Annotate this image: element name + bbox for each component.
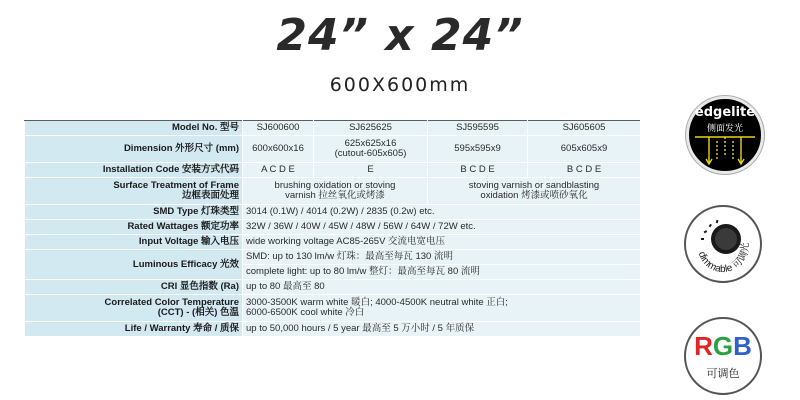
table-row: [25, 235, 641, 250]
life-value: up to 50,000 hours / 5 year 最高至 5 万小时 / 5 年质保: [243, 322, 641, 337]
life-label: Life / Warranty 寿命 / 质保: [25, 322, 243, 337]
cri-value: up to 80 最高至 80: [243, 280, 641, 295]
dimmable-text: dimmable: [695, 250, 735, 276]
dimension-cell: 605x605x9: [528, 136, 641, 163]
model-label: Model No. 型号: [25, 121, 243, 136]
luminous-value: complete light: up to 80 lm/w 整灯：最高至每瓦 80 流明: [243, 265, 641, 280]
surface-line: oxidation 烤漆或喷砂氧化: [480, 190, 588, 201]
watt-label: Rated Wattages 额定功率: [25, 220, 243, 235]
install-cell: A C D E: [243, 163, 314, 178]
rgb-caption: 可调色: [706, 368, 740, 380]
dimension-line: 625x625x16: [344, 138, 397, 149]
surface-cell: [428, 178, 641, 205]
page-subtitle: 600X600mm: [329, 74, 471, 96]
surface-line: stoving varnish or sandblasting: [468, 180, 600, 191]
table-row: [25, 205, 641, 220]
voltage-label: Input Voltage 输入电压: [25, 235, 243, 250]
table-row: [25, 178, 641, 205]
table-row: [25, 136, 641, 163]
cct-label-line: Correlated Color Temperature: [104, 297, 239, 308]
cct-value: [243, 295, 641, 322]
install-cell: B C D E: [428, 163, 528, 178]
model-cell: SJ625625: [314, 121, 428, 136]
cct-value-line: 3000-3500K warm white 暖白; 4000-4500K neutral white 正白;: [246, 297, 508, 308]
luminous-label: Luminous Efficacy 光效: [25, 250, 243, 280]
model-cell: SJ605605: [528, 121, 641, 136]
install-cell: E: [314, 163, 428, 178]
dimension-cell: 595x595x9: [428, 136, 528, 163]
rgb-g-letter: G: [712, 331, 734, 361]
edgelite-title: edgelite: [694, 105, 756, 120]
table-row: [25, 280, 641, 295]
edgelite-badge: [686, 96, 764, 174]
table-row: [25, 220, 641, 235]
watt-value: 32W / 36W / 40W / 45W / 48W / 56W / 64W / 72W etc.: [243, 220, 641, 235]
surface-label-line: Surface Treatment of Frame: [113, 180, 239, 191]
dimmable-badge: [684, 205, 762, 283]
voltage-value: wide working voltage AC85-265V 交流电宽电压: [243, 235, 641, 250]
rgb-letters: [686, 331, 760, 362]
dimension-cell: 600x600x16: [243, 136, 314, 163]
table-row: [25, 295, 641, 322]
rgb-r-letter: R: [694, 331, 713, 361]
cct-value-line: 6000-6500K cool white 冷白: [246, 307, 365, 318]
table-row: [25, 163, 641, 178]
cct-label-line: (CCT) - (相关) 色温: [157, 307, 239, 318]
rgb-b-letter: B: [733, 331, 752, 361]
luminous-value: SMD: up to 130 lm/w 灯珠：最高至每瓦 130 流明: [243, 250, 641, 265]
dimension-cell: [314, 136, 428, 163]
dimmable-caption: 可调光: [730, 242, 752, 272]
cri-label: CRI 显色指数 (Ra): [25, 280, 243, 295]
cct-label: [25, 295, 243, 322]
smd-value: 3014 (0.1W) / 4014 (0.2W) / 2835 (0.2w) etc.: [243, 205, 641, 220]
surface-line: brushing oxidation or stoving: [274, 180, 396, 191]
install-label: Installation Code 安装方式代码: [25, 163, 243, 178]
edge-light-arrows-icon: [689, 99, 761, 171]
model-cell: SJ600600: [243, 121, 314, 136]
install-cell: B C D E: [528, 163, 641, 178]
table-row: [25, 322, 641, 337]
surface-cell: [243, 178, 428, 205]
rgb-badge: [684, 317, 762, 395]
model-cell: SJ595595: [428, 121, 528, 136]
dimension-label: Dimension 外形尺寸 (mm): [25, 136, 243, 163]
surface-line: varnish 拉丝氧化或烤漆: [285, 190, 385, 201]
smd-label: SMD Type 灯珠类型: [25, 205, 243, 220]
dimension-line: (cutout-605x605): [334, 148, 407, 159]
surface-label: [25, 178, 243, 205]
table-row: [25, 250, 641, 265]
edgelite-caption: 侧面发光: [706, 123, 743, 133]
surface-label-line: 边框表面处理: [181, 190, 239, 201]
dimmer-knob-icon: [686, 207, 760, 281]
spec-table: [24, 120, 641, 337]
page-title: 24” x 24”: [276, 10, 524, 61]
table-row: [25, 121, 641, 136]
